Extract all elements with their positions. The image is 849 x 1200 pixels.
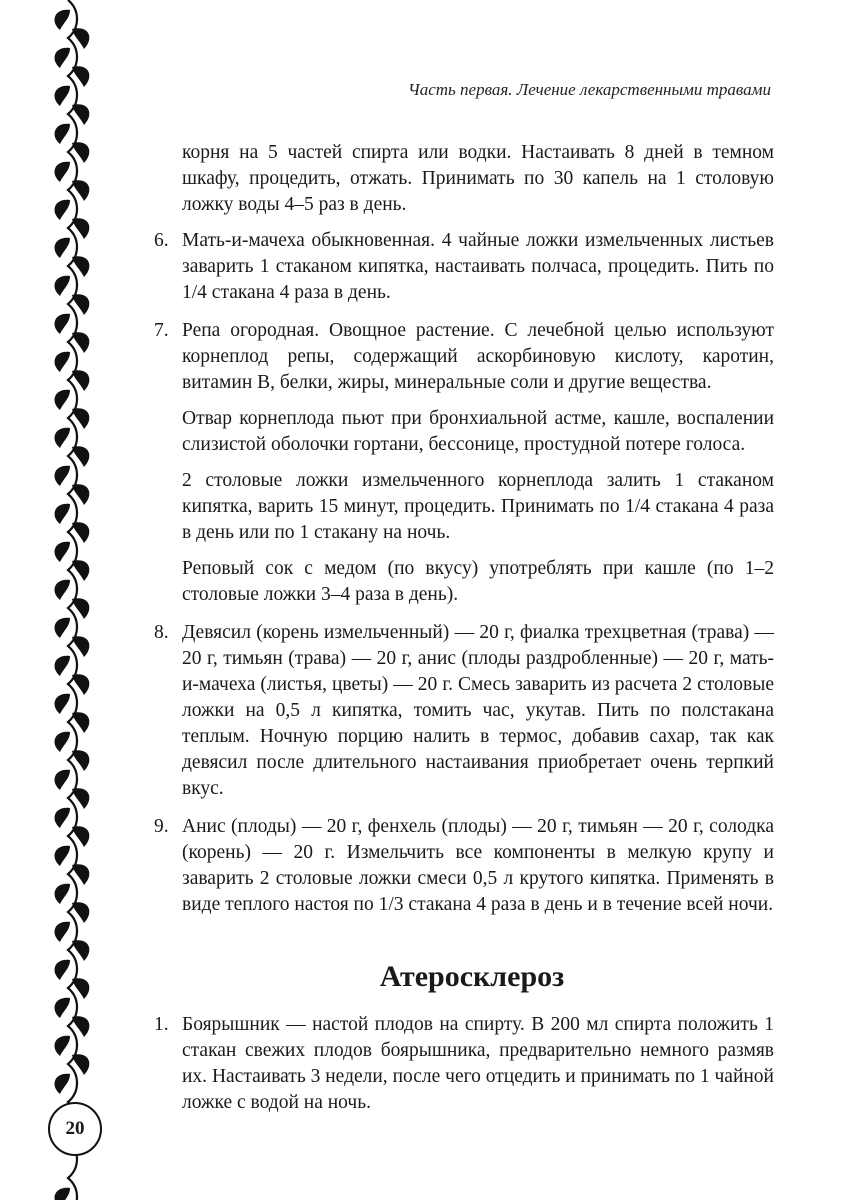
vine-leaf bbox=[55, 1188, 70, 1200]
vine-leaf bbox=[55, 542, 70, 562]
vine-leaf bbox=[55, 276, 70, 296]
vine-leaf bbox=[55, 732, 70, 752]
running-head: Часть первая. Лечение лекарственными травами bbox=[408, 80, 771, 99]
vine-leaf bbox=[55, 352, 70, 372]
page-number-badge: 20 bbox=[48, 1102, 102, 1156]
item-number: 8. bbox=[154, 622, 169, 643]
vine-leaf bbox=[55, 618, 70, 638]
item-number: 1. bbox=[154, 1014, 169, 1035]
list-item bbox=[150, 318, 774, 608]
item-number: 6. bbox=[154, 230, 169, 251]
vine-leaf bbox=[55, 770, 70, 790]
section-title: Атеросклероз bbox=[379, 960, 565, 993]
list-item bbox=[150, 620, 774, 802]
vine-leaf bbox=[55, 846, 70, 866]
vine-leaf bbox=[55, 314, 70, 334]
vine-leaf bbox=[55, 694, 70, 714]
vine-leaf bbox=[55, 960, 70, 980]
vine-leaf bbox=[55, 1074, 70, 1094]
vine-leaf bbox=[55, 808, 70, 828]
vine-leaf bbox=[55, 922, 70, 942]
vine-leaf bbox=[55, 580, 70, 600]
vine-leaf bbox=[55, 10, 70, 30]
paragraph: Реповый сок с медом (по вкусу) употреблять при кашле (по 1–2 столовые ложки 3–4 раза в день). bbox=[182, 558, 774, 605]
item-number: 9. bbox=[154, 816, 169, 837]
vine-leaf bbox=[55, 1036, 70, 1056]
recipe-list bbox=[150, 228, 774, 918]
paragraph: корня на 5 частей спирта или водки. Настаивать 8 дней в темном шкафу, процедить, отжать. Принимать по 30 капель на 1 столовую ложку воды 4–5 раз в день. bbox=[182, 142, 774, 215]
paragraph: 2 столовые ложки измельченного корнеплода залить 1 стаканом кипятка, варить 15 минут, процедить. Принимать по 1/4 стакана 4 раза в день или по 1 стакану на ночь. bbox=[182, 470, 774, 543]
continuation-paragraph bbox=[150, 140, 774, 218]
list-item bbox=[150, 228, 774, 306]
vine-leaf bbox=[55, 162, 70, 182]
paragraph: Отвар корнеплода пьют при бронхиальной астме, кашле, воспалении слизистой оболочки гортани, бессонице, простудной потере голоса. bbox=[182, 408, 774, 455]
item-number: 7. bbox=[154, 320, 169, 341]
paragraph: Анис (плоды) — 20 г, фенхель (плоды) — 20 г, тимьян — 20 г, солодка (корень) — 20 г. Измельчить все компоненты в мелкую крупу и заварить 2 столовые ложки смеси 0,5 л крутого кипятка. Применять в виде теплого настоя по 1/3 стакана 4 раза в день и в течение всей ночи. bbox=[182, 816, 774, 915]
vine-leaf bbox=[55, 124, 70, 144]
paragraph: Боярышник — настой плодов на спирту. В 200 мл спирта положить 1 стакан свежих плодов боярышника, предварительно немного размяв их. Настаивать 3 недели, после чего отцедить и принимать по 1 чайной ложке с водой на ночь. bbox=[182, 1014, 774, 1113]
paragraph: Девясил (корень измельченный) — 20 г, фиалка трехцветная (трава) — 20 г, тимьян (трава) — 20 г, анис (плоды раздробленные) — 20 г, мать-и-мачеха (листья, цветы) — 20 г. Смесь заварить из расчета 2 столовые ложки на 0,5 л кипятка, томить час, укутав. Пить по полстакана теплым. Ночную порцию налить в термос, добавив сахар, так как девясил после длительного настаивания приобретает очень терпкий вкус. bbox=[182, 622, 774, 799]
vine-leaf bbox=[55, 998, 70, 1018]
section-recipe-list bbox=[150, 1012, 774, 1116]
page-content bbox=[150, 140, 774, 1128]
vine-leaf bbox=[55, 504, 70, 524]
vine-leaf bbox=[55, 428, 70, 448]
paragraph: Репа огородная. Овощное растение. С лечебной целью используют корнеплод репы, содержащий аскорбиновую кислоту, каротин, витамин В, белки, жиры, минеральные соли и другие вещества. bbox=[182, 320, 774, 393]
vine-leaf bbox=[55, 656, 70, 676]
vine-leaf bbox=[55, 884, 70, 904]
decorative-vine-border bbox=[40, 0, 110, 1200]
vine-leaf bbox=[55, 48, 70, 68]
vine-leaf bbox=[55, 390, 70, 410]
vine-leaf bbox=[55, 238, 70, 258]
vine-leaf bbox=[55, 200, 70, 220]
list-item bbox=[150, 1012, 774, 1116]
vine-leaf bbox=[55, 86, 70, 106]
list-item bbox=[150, 814, 774, 918]
paragraph: Мать-и-мачеха обыкновенная. 4 чайные ложки измельченных листьев заварить 1 стаканом кипятка, настаивать полчаса, процедить. Пить по 1/4 стакана 4 раза в день. bbox=[182, 230, 774, 303]
vine-leaf bbox=[55, 466, 70, 486]
